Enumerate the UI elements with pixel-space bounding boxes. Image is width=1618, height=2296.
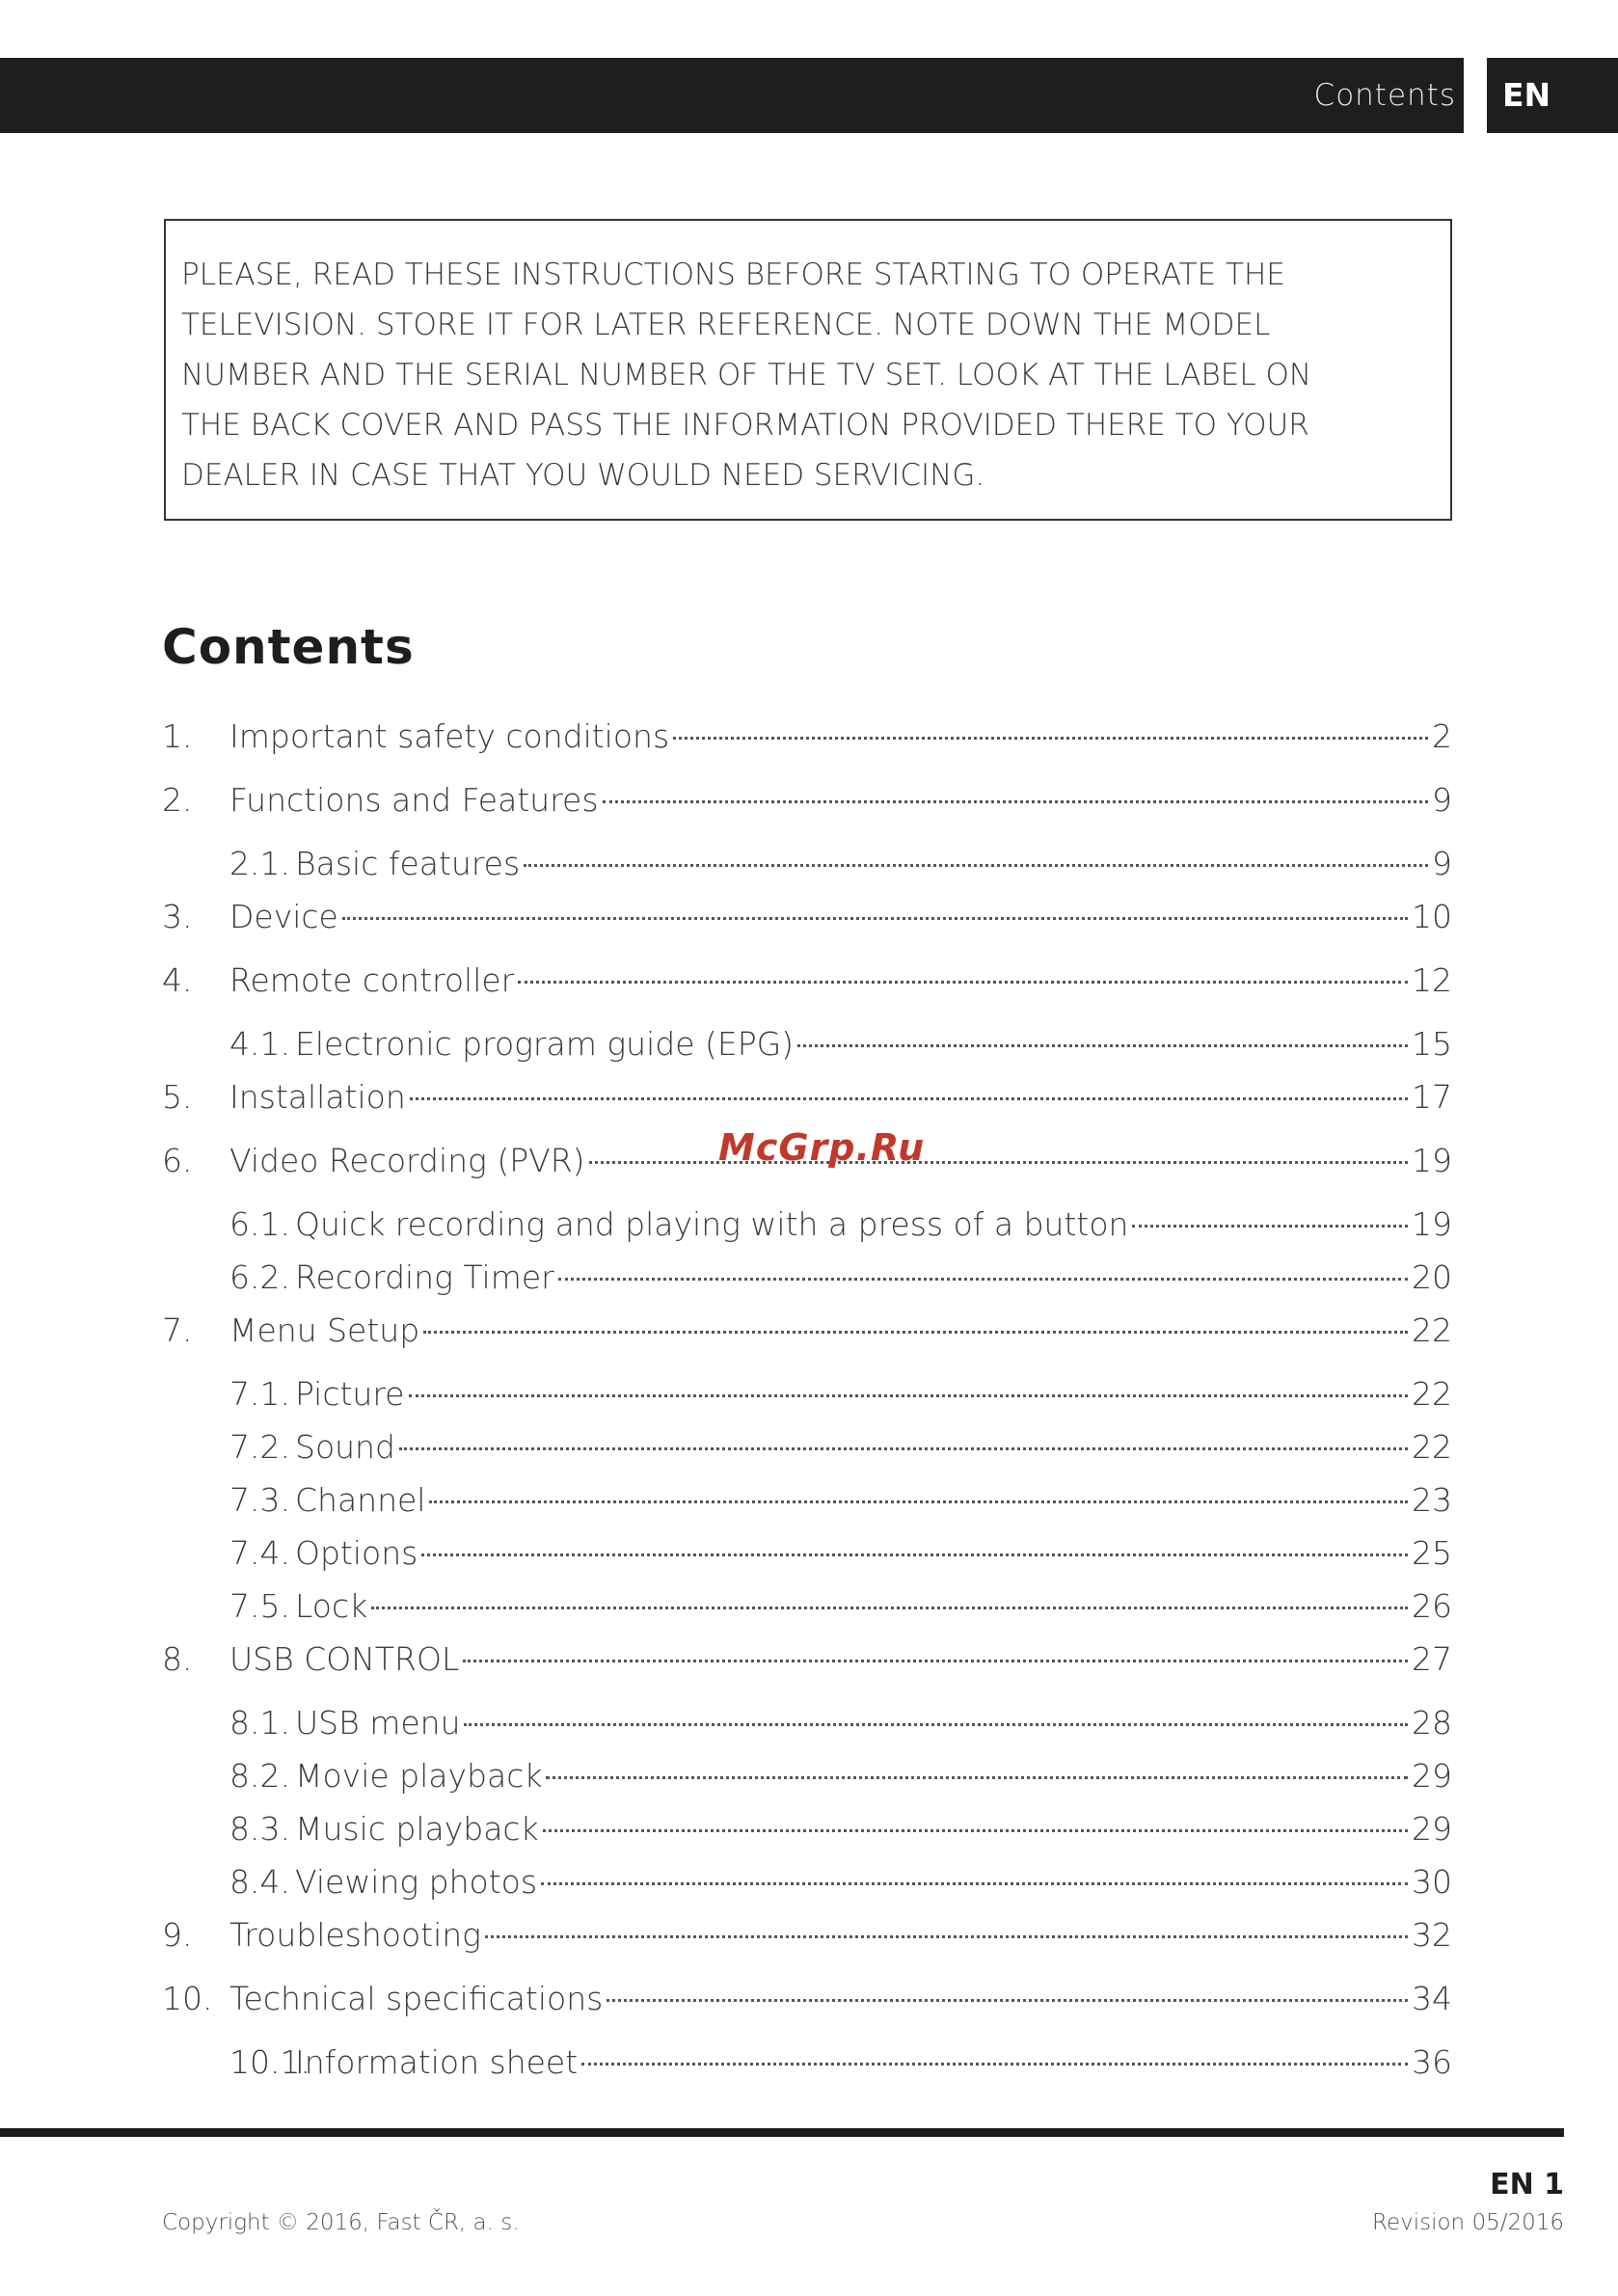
toc-dot-leader — [603, 800, 1428, 803]
toc-entry[interactable] — [0, 1481, 1618, 1524]
toc-entry-page: 27 — [1412, 1640, 1452, 1678]
toc-entry-line — [295, 845, 1452, 882]
footer-revision: Revision 05/2016 — [1372, 2210, 1564, 2235]
toc-entry-number: 2.1. — [229, 845, 290, 882]
toc-entry-page: 26 — [1412, 1587, 1452, 1625]
toc-entry-number: 7.3. — [229, 1481, 290, 1519]
toc-entry-line — [295, 1757, 1452, 1795]
toc-entry-page: 36 — [1412, 2043, 1452, 2081]
notice-line: DEALER IN CASE THAT YOU WOULD NEED SERVICING. — [181, 458, 985, 493]
toc-entry-line — [229, 1980, 1452, 2017]
toc-entry-line — [229, 1640, 1452, 1678]
toc-entry[interactable] — [0, 1810, 1618, 1852]
toc-entry-line — [295, 2043, 1452, 2081]
toc-dot-leader — [463, 1660, 1408, 1662]
toc-entry-label: Quick recording and playing with a press of a button — [295, 1205, 1129, 1243]
toc-entry-label: Installation — [229, 1078, 406, 1116]
toc-entry[interactable] — [0, 1534, 1618, 1577]
toc-dot-leader — [409, 1394, 1409, 1397]
toc-entry-line — [295, 1258, 1452, 1296]
toc-entry[interactable] — [0, 1640, 1618, 1683]
toc-entry-label: Important safety conditions — [229, 717, 670, 755]
toc-entry-number: 8. — [162, 1640, 193, 1678]
header-language-label: EN — [1502, 76, 1551, 114]
toc-entry-line — [295, 1704, 1452, 1742]
toc-entry-page: 29 — [1412, 1757, 1452, 1795]
footer-divider — [0, 2128, 1564, 2137]
toc-entry-label: Remote controller — [229, 961, 515, 999]
toc-entry-page: 9 — [1432, 845, 1452, 882]
toc-entry[interactable] — [0, 1025, 1618, 1067]
footer-copyright: Copyright © 2016, Fast ČR, a. s. — [162, 2210, 520, 2235]
toc-entry-line — [295, 1587, 1452, 1625]
toc-entry-page: 15 — [1412, 1025, 1452, 1063]
toc-entry[interactable] — [0, 898, 1618, 940]
toc-entry-line — [229, 1916, 1452, 1954]
toc-entry[interactable] — [0, 1587, 1618, 1630]
toc-dot-leader — [410, 1097, 1408, 1100]
toc-dot-leader — [543, 1829, 1408, 1832]
toc-entry-page: 2 — [1432, 717, 1452, 755]
toc-entry-page: 10 — [1412, 898, 1452, 935]
toc-entry-number: 8.2. — [229, 1757, 290, 1795]
toc-entry-line — [229, 717, 1452, 755]
toc-entry[interactable] — [0, 1757, 1618, 1799]
toc-entry-number: 9. — [162, 1916, 193, 1954]
toc-dot-leader — [541, 1882, 1408, 1885]
toc-entry-label: Movie playback — [295, 1757, 543, 1795]
toc-entry-label: Electronic program guide (EPG) — [295, 1025, 795, 1063]
toc-dot-leader — [485, 1935, 1408, 1938]
toc-entry-page: 32 — [1412, 1916, 1452, 1954]
toc-dot-leader — [524, 864, 1428, 867]
toc-dot-leader — [423, 1331, 1408, 1334]
toc-entry-number: 10.1. — [229, 2043, 310, 2081]
notice-line: NUMBER AND THE SERIAL NUMBER OF THE TV SET. LOOK AT THE LABEL ON — [181, 358, 1312, 392]
toc-entry[interactable] — [0, 961, 1618, 1004]
toc-entry-label: USB CONTROL — [229, 1640, 460, 1678]
toc-entry-label: Menu Setup — [229, 1311, 420, 1349]
toc-entry-number: 7. — [162, 1311, 193, 1349]
notice-line: THE BACK COVER AND PASS THE INFORMATION PROVIDED THERE TO YOUR — [181, 408, 1309, 443]
toc-entry-line — [295, 1205, 1452, 1243]
toc-entry-page: 25 — [1412, 1534, 1452, 1572]
notice-line: PLEASE, READ THESE INSTRUCTIONS BEFORE STARTING TO OPERATE THE — [181, 257, 1285, 292]
toc-entry-number: 7.1. — [229, 1375, 290, 1413]
toc-entry[interactable] — [0, 1428, 1618, 1471]
toc-dot-leader — [429, 1500, 1408, 1503]
toc-entry-label: Lock — [295, 1587, 368, 1625]
toc-entry-page: 17 — [1412, 1078, 1452, 1116]
toc-entry[interactable] — [0, 1258, 1618, 1301]
toc-entry-label: Video Recording (PVR) — [229, 1142, 585, 1179]
toc-entry-label: Information sheet — [295, 2043, 579, 2081]
contents-heading: Contents — [162, 619, 415, 675]
toc-entry-number: 7.2. — [229, 1428, 290, 1466]
toc-entry-label: Recording Timer — [295, 1258, 554, 1296]
toc-entry-label: Basic features — [295, 845, 521, 882]
toc-entry-label: USB menu — [295, 1704, 461, 1742]
toc-dot-leader — [581, 2063, 1408, 2066]
toc-dot-leader — [371, 1607, 1408, 1609]
toc-entry-page: 22 — [1412, 1428, 1452, 1466]
toc-entry-number: 4.1. — [229, 1025, 290, 1063]
toc-entry-label: Functions and Features — [229, 781, 599, 819]
toc-entry[interactable] — [0, 1375, 1618, 1418]
toc-entry-number: 7.4. — [229, 1534, 290, 1572]
toc-entry-line — [229, 1311, 1452, 1349]
toc-dot-leader — [546, 1776, 1408, 1779]
toc-entry-page: 9 — [1432, 781, 1452, 819]
toc-entry-line — [295, 1534, 1452, 1572]
toc-entry-label: Troubleshooting — [229, 1916, 481, 1954]
toc-entry-label: Device — [229, 898, 338, 935]
toc-entry[interactable] — [0, 1916, 1618, 1958]
toc-entry-label: Channel — [295, 1481, 426, 1519]
toc-entry-line — [295, 1025, 1452, 1063]
toc-entry-number: 6. — [162, 1142, 193, 1179]
toc-entry-label: Picture — [295, 1375, 405, 1413]
toc-entry-label: Options — [295, 1534, 418, 1572]
toc-dot-leader — [673, 737, 1428, 740]
header-section-title: Contents — [1313, 78, 1456, 113]
toc-entry-number: 4. — [162, 961, 193, 999]
toc-entry-label: Technical specifications — [229, 1980, 604, 2017]
toc-entry-page: 19 — [1412, 1142, 1452, 1179]
toc-entry[interactable] — [0, 717, 1618, 760]
toc-entry-number: 5. — [162, 1078, 193, 1116]
toc-entry-line — [295, 1481, 1452, 1519]
toc-dot-leader — [399, 1447, 1408, 1450]
notice-line: TELEVISION. STORE IT FOR LATER REFERENCE. NOTE DOWN THE MODEL — [181, 308, 1271, 342]
toc-dot-leader — [607, 1999, 1408, 2002]
toc-dot-leader — [797, 1044, 1408, 1047]
toc-entry-number: 2. — [162, 781, 193, 819]
toc-entry-page: 28 — [1412, 1704, 1452, 1742]
toc-entry-page: 22 — [1412, 1375, 1452, 1413]
toc-entry-number: 8.4. — [229, 1863, 290, 1901]
toc-entry-label: Sound — [295, 1428, 395, 1466]
toc-dot-leader — [342, 917, 1408, 920]
toc-entry-page: 30 — [1412, 1863, 1452, 1901]
toc-entry-page: 20 — [1412, 1258, 1452, 1296]
toc-entry[interactable] — [0, 1980, 1618, 2022]
toc-entry-line — [295, 1375, 1452, 1413]
toc-entry-line — [295, 1428, 1452, 1466]
toc-entry[interactable] — [0, 781, 1618, 824]
toc-entry-page: 29 — [1412, 1810, 1452, 1848]
toc-dot-leader — [1132, 1225, 1408, 1228]
toc-entry[interactable] — [0, 2043, 1618, 2086]
toc-entry-page: 19 — [1412, 1205, 1452, 1243]
toc-entry[interactable] — [0, 1078, 1618, 1121]
toc-dot-leader — [421, 1553, 1408, 1556]
toc-entry-number: 8.3. — [229, 1810, 290, 1848]
toc-entry-number: 7.5. — [229, 1587, 290, 1625]
toc-entry[interactable] — [0, 1863, 1618, 1905]
toc-entry-number: 6.2. — [229, 1258, 290, 1296]
toc-entry-page: 23 — [1412, 1481, 1452, 1519]
toc-entry-line — [229, 961, 1452, 999]
toc-dot-leader — [518, 981, 1408, 984]
toc-entry-number: 10. — [162, 1980, 213, 2017]
toc-entry-line — [229, 898, 1452, 935]
toc-dot-leader — [464, 1723, 1408, 1726]
watermark-text: McGrp.Ru — [718, 1126, 926, 1169]
footer-page-number: EN 1 — [1490, 2168, 1564, 2201]
toc-entry-number: 3. — [162, 898, 193, 935]
header-bar — [0, 58, 1464, 133]
toc-entry[interactable] — [0, 1311, 1618, 1354]
toc-dot-leader — [558, 1278, 1408, 1281]
toc-entry-number: 6.1. — [229, 1205, 290, 1243]
toc-entry[interactable] — [0, 1704, 1618, 1746]
toc-entry-label: Music playback — [295, 1810, 539, 1848]
toc-entry-page: 22 — [1412, 1311, 1452, 1349]
instructions-notice-box — [164, 219, 1452, 521]
toc-entry-page: 12 — [1412, 961, 1452, 999]
toc-entry-line — [295, 1810, 1452, 1848]
toc-entry-page: 34 — [1412, 1980, 1452, 2017]
toc-entry[interactable] — [0, 845, 1618, 887]
toc-entry-number: 8.1. — [229, 1704, 290, 1742]
toc-entry-label: Viewing photos — [295, 1863, 538, 1901]
toc-entry-line — [295, 1863, 1452, 1901]
toc-entry-line — [229, 1078, 1452, 1116]
toc-dot-leader — [589, 1161, 1409, 1164]
toc-entry[interactable] — [0, 1205, 1618, 1248]
toc-entry-number: 1. — [162, 717, 193, 755]
toc-entry-line — [229, 781, 1452, 819]
